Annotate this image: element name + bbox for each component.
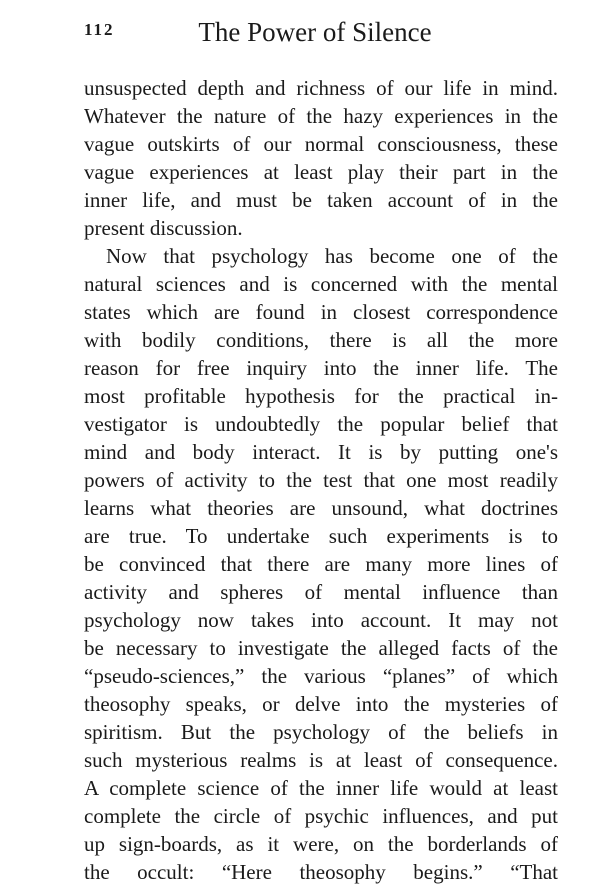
text-line-content: activity and spheres of mental influence than (84, 580, 558, 604)
text-line-content: such mysterious realms is at least of consequence. (84, 748, 558, 772)
text-line (84, 102, 558, 130)
text-line (84, 410, 558, 438)
text-line-content: with bodily conditions, there is all the more (84, 328, 558, 352)
running-title: The Power of Silence (198, 17, 432, 47)
text-line (84, 662, 558, 690)
text-line-content: are true. To undertake such experiments is to (84, 524, 558, 548)
text-line (84, 522, 558, 550)
text-line (84, 802, 558, 830)
text-line (84, 606, 558, 634)
text-line-content: present discussion. (84, 216, 243, 240)
text-line (84, 74, 558, 102)
text-line (84, 774, 558, 802)
text-line-content: be convinced that there are many more lines of (84, 552, 558, 576)
text-line-content: Now that psychology has become one of the (106, 244, 558, 268)
text-line (84, 130, 558, 158)
text-line-content: “pseudo-sciences,” the various “planes” of which (84, 664, 558, 688)
text-line (84, 382, 558, 410)
text-line (84, 690, 558, 718)
text-line (84, 718, 558, 746)
text-line-content: the occult: “Here theosophy begins.” “That (84, 860, 558, 884)
text-line-content: natural sciences and is concerned with the mental (84, 272, 558, 296)
text-line (84, 354, 558, 382)
text-line-content: vestigator is undoubtedly the popular belief that (84, 412, 558, 436)
text-line-content: be necessary to investigate the alleged facts of the (84, 636, 558, 660)
text-line (84, 494, 558, 522)
text-line-content: inner life, and must be taken account of in the (84, 188, 558, 212)
text-line (84, 214, 558, 242)
text-line (84, 270, 558, 298)
text-line (84, 438, 558, 466)
text-line-content: powers of activity to the test that one most readily (84, 468, 558, 492)
text-line-content: complete the circle of psychic influences, and put (84, 804, 558, 828)
text-line-content: theosophy speaks, or delve into the mysteries of (84, 692, 558, 716)
text-line (84, 298, 558, 326)
text-line (84, 186, 558, 214)
text-line-content: unsuspected depth and richness of our life in mind. (84, 76, 558, 100)
text-line (84, 158, 558, 186)
text-line (84, 746, 558, 774)
text-line (84, 326, 558, 354)
text-line (84, 578, 558, 606)
text-line-content: psychology now takes into account. It may not (84, 608, 558, 632)
text-line-content: Whatever the nature of the hazy experiences in the (84, 104, 558, 128)
text-line (84, 466, 558, 494)
page-body (84, 74, 558, 886)
text-line-content: states which are found in closest correspondence (84, 300, 558, 324)
page-number: 112 (84, 20, 115, 39)
text-line-content: A complete science of the inner life would at least (84, 776, 558, 800)
text-line-content: most profitable hypothesis for the practical in- (84, 384, 558, 408)
text-line (84, 634, 558, 662)
text-line (84, 858, 558, 886)
text-line-content: mind and body interact. It is by putting one's (84, 440, 558, 464)
text-line-content: learns what theories are unsound, what doctrines (84, 496, 558, 520)
text-line (84, 242, 558, 270)
text-line-content: up sign-boards, as it were, on the borderlands of (84, 832, 558, 856)
text-line-content: spiritism. But the psychology of the beliefs in (84, 720, 558, 744)
text-line-content: vague outskirts of our normal consciousness, these (84, 132, 558, 156)
text-line (84, 550, 558, 578)
text-line-content: reason for free inquiry into the inner life. The (84, 356, 558, 380)
text-line-content: vague experiences at least play their part in the (84, 160, 558, 184)
